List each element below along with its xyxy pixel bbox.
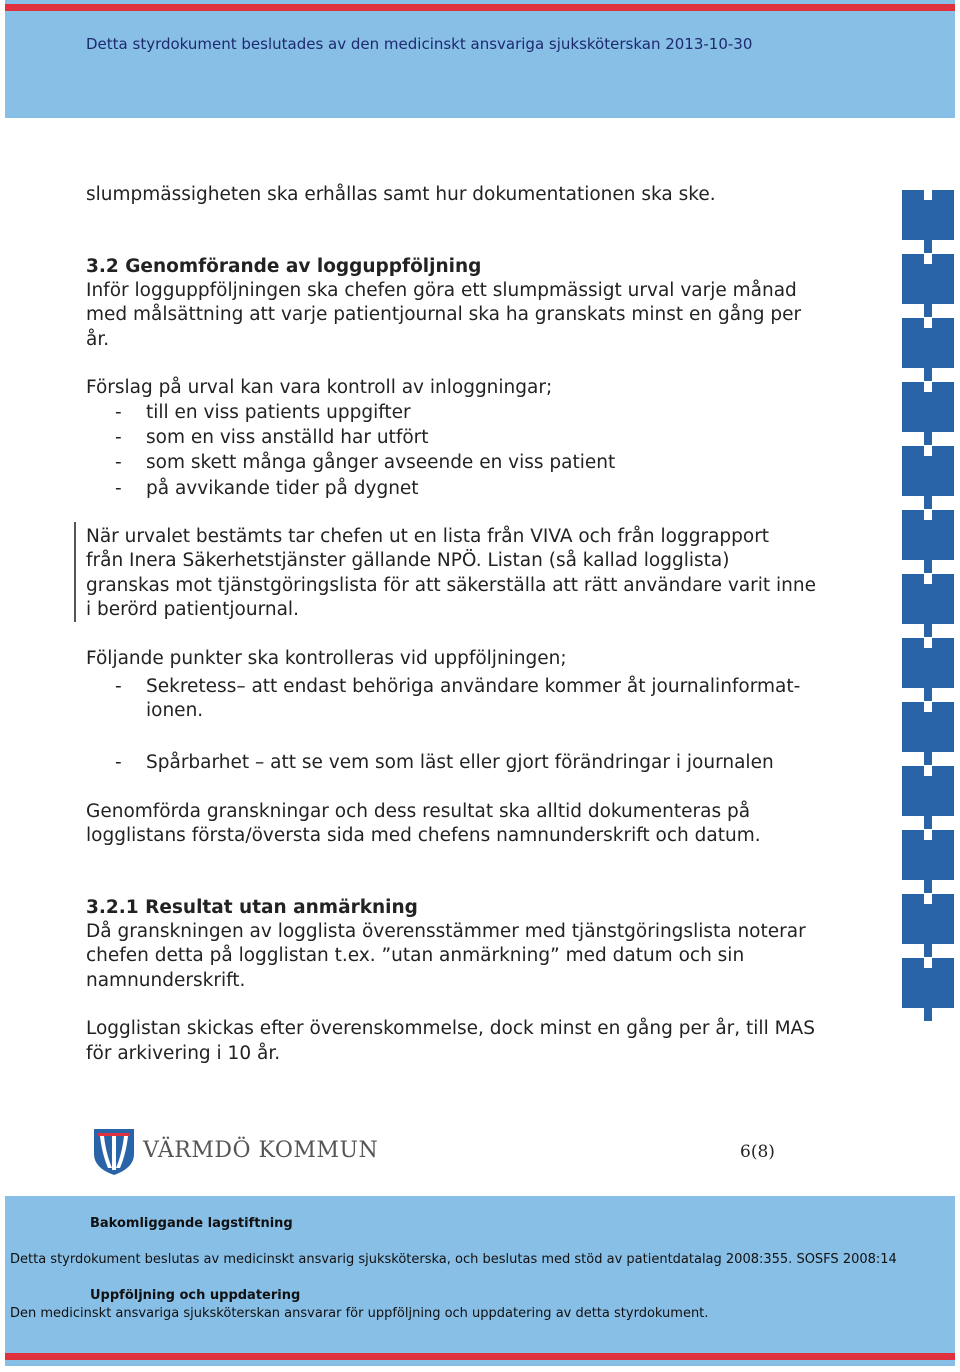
selection-para-line-4: i berörd patientjournal.	[86, 599, 299, 620]
proposal-item: på avvikande tider på dygnet	[146, 478, 419, 499]
selection-para-line-3: granskas mot tjänstgöringslista för att säkerställa att rätt användare varit inne	[86, 575, 817, 596]
footer-text-followup: Den medicinskt ansvariga sjuksköterskan ansvarar för uppföljning och uppdatering av detta styrdokument.	[10, 1306, 709, 1321]
footer-heading-legislation: Bakomliggande lagstiftning	[90, 1216, 293, 1231]
section-para-line-3: år.	[86, 329, 110, 350]
header-red-stripe	[5, 4, 955, 11]
sidebar-block	[902, 958, 954, 1008]
sidebar-block	[902, 510, 954, 560]
footer-text-legislation: Detta styrdokument beslutas av medicinskt ansvarig sjuksköterska, och beslutas med stöd av patientdatalag 2008:355. SOSFS 2008:14	[10, 1252, 897, 1267]
subsection-para-line-3: namnunderskrift.	[86, 970, 246, 991]
sidebar-notch	[924, 446, 932, 456]
selection-para-line-1: När urvalet bestämts tar chefen ut en lista från VIVA och från loggrapport	[86, 526, 770, 547]
sidebar-connector	[924, 496, 932, 509]
sidebar-block	[902, 446, 954, 496]
check-item-1-line-1: Sekretess– att endast behöriga användare kommer åt journalinformat-	[146, 676, 801, 697]
sidebar-connector	[924, 432, 932, 445]
section-para-line-2: med målsättning att varje patientjournal ska ha granskats minst en gång per	[86, 304, 802, 325]
subsection-heading: 3.2.1 Resultat utan anmärkning	[86, 897, 418, 918]
archive-para-line-1: Logglistan skickas efter överenskommelse, dock minst en gång per år, till MAS	[86, 1018, 815, 1039]
documented-para-line-2: logglistans första/översta sida med chefens namnunderskrift och datum.	[86, 825, 761, 846]
sidebar-connector	[924, 688, 932, 701]
sidebar-connector	[924, 560, 932, 573]
list-dash: -	[115, 402, 122, 423]
footer-heading-followup: Uppföljning och uppdatering	[90, 1288, 301, 1303]
sidebar-notch	[924, 894, 932, 904]
intro-line: slumpmässigheten ska erhållas samt hur dokumentationen ska ske.	[86, 184, 716, 205]
sidebar-notch	[924, 574, 932, 584]
decorative-sidebar	[902, 190, 954, 1038]
sidebar-connector	[924, 368, 932, 381]
check-item-1-line-2: ionen.	[146, 700, 204, 721]
documented-para-line-1: Genomförda granskningar och dess resultat ska alltid dokumenteras på	[86, 801, 751, 822]
sidebar-notch	[924, 510, 932, 520]
header-band	[5, 0, 955, 118]
sidebar-notch	[924, 190, 932, 200]
logo-text: VÄRMDÖ KOMMUN	[143, 1138, 379, 1163]
sidebar-notch	[924, 766, 932, 776]
varmdo-crest-icon	[93, 1128, 135, 1176]
sidebar-block	[902, 190, 954, 240]
sidebar-notch	[924, 958, 932, 968]
section-heading: 3.2 Genomförande av logguppföljning	[86, 256, 482, 277]
checks-intro: Följande punkter ska kontrolleras vid uppföljningen;	[86, 648, 567, 669]
sidebar-connector	[924, 624, 932, 637]
sidebar-connector	[924, 1008, 932, 1021]
sidebar-block	[902, 702, 954, 752]
subsection-para-line-1: Då granskningen av logglista överensstämmer med tjänstgöringslista noterar	[86, 921, 806, 942]
subsection-para-line-2: chefen detta på logglistan t.ex. ”utan anmärkning” med datum och sin	[86, 945, 745, 966]
list-dash: -	[115, 752, 122, 773]
sidebar-connector	[924, 752, 932, 765]
sidebar-block	[902, 382, 954, 432]
check-item-2: Spårbarhet – att se vem som läst eller gjort förändringar i journalen	[146, 752, 774, 773]
list-dash: -	[115, 427, 122, 448]
sidebar-connector	[924, 944, 932, 957]
sidebar-connector	[924, 816, 932, 829]
sidebar-connector	[924, 304, 932, 317]
sidebar-notch	[924, 702, 932, 712]
change-bar	[74, 522, 76, 622]
page-number: 6(8)	[740, 1142, 775, 1162]
sidebar-block	[902, 318, 954, 368]
proposal-item: till en viss patients uppgifter	[146, 402, 411, 423]
footer-red-stripe	[5, 1353, 955, 1360]
sidebar-block	[902, 766, 954, 816]
sidebar-notch	[924, 382, 932, 392]
archive-para-line-2: för arkivering i 10 år.	[86, 1043, 281, 1064]
list-dash: -	[115, 478, 122, 499]
list-dash: -	[115, 452, 122, 473]
sidebar-notch	[924, 254, 932, 264]
sidebar-connector	[924, 240, 932, 253]
header-text: Detta styrdokument beslutades av den medicinskt ansvariga sjuksköterskan 2013-10-30	[86, 35, 753, 53]
proposal-item: som skett många gånger avseende en viss patient	[146, 452, 616, 473]
list-dash: -	[115, 676, 122, 697]
proposal-intro: Förslag på urval kan vara kontroll av inloggningar;	[86, 377, 553, 398]
sidebar-block	[902, 830, 954, 880]
sidebar-notch	[924, 318, 932, 328]
sidebar-notch	[924, 638, 932, 648]
sidebar-block	[902, 894, 954, 944]
sidebar-notch	[924, 830, 932, 840]
proposal-item: som en viss anställd har utfört	[146, 427, 429, 448]
sidebar-block	[902, 574, 954, 624]
selection-para-line-2: från Inera Säkerhetstjänster gällande NPÖ. Listan (så kallad logglista)	[86, 550, 730, 571]
sidebar-block	[902, 254, 954, 304]
footer-band	[5, 1196, 955, 1366]
sidebar-block	[902, 638, 954, 688]
section-para-line-1: Inför logguppföljningen ska chefen göra ett slumpmässigt urval varje månad	[86, 280, 797, 301]
sidebar-connector	[924, 880, 932, 893]
